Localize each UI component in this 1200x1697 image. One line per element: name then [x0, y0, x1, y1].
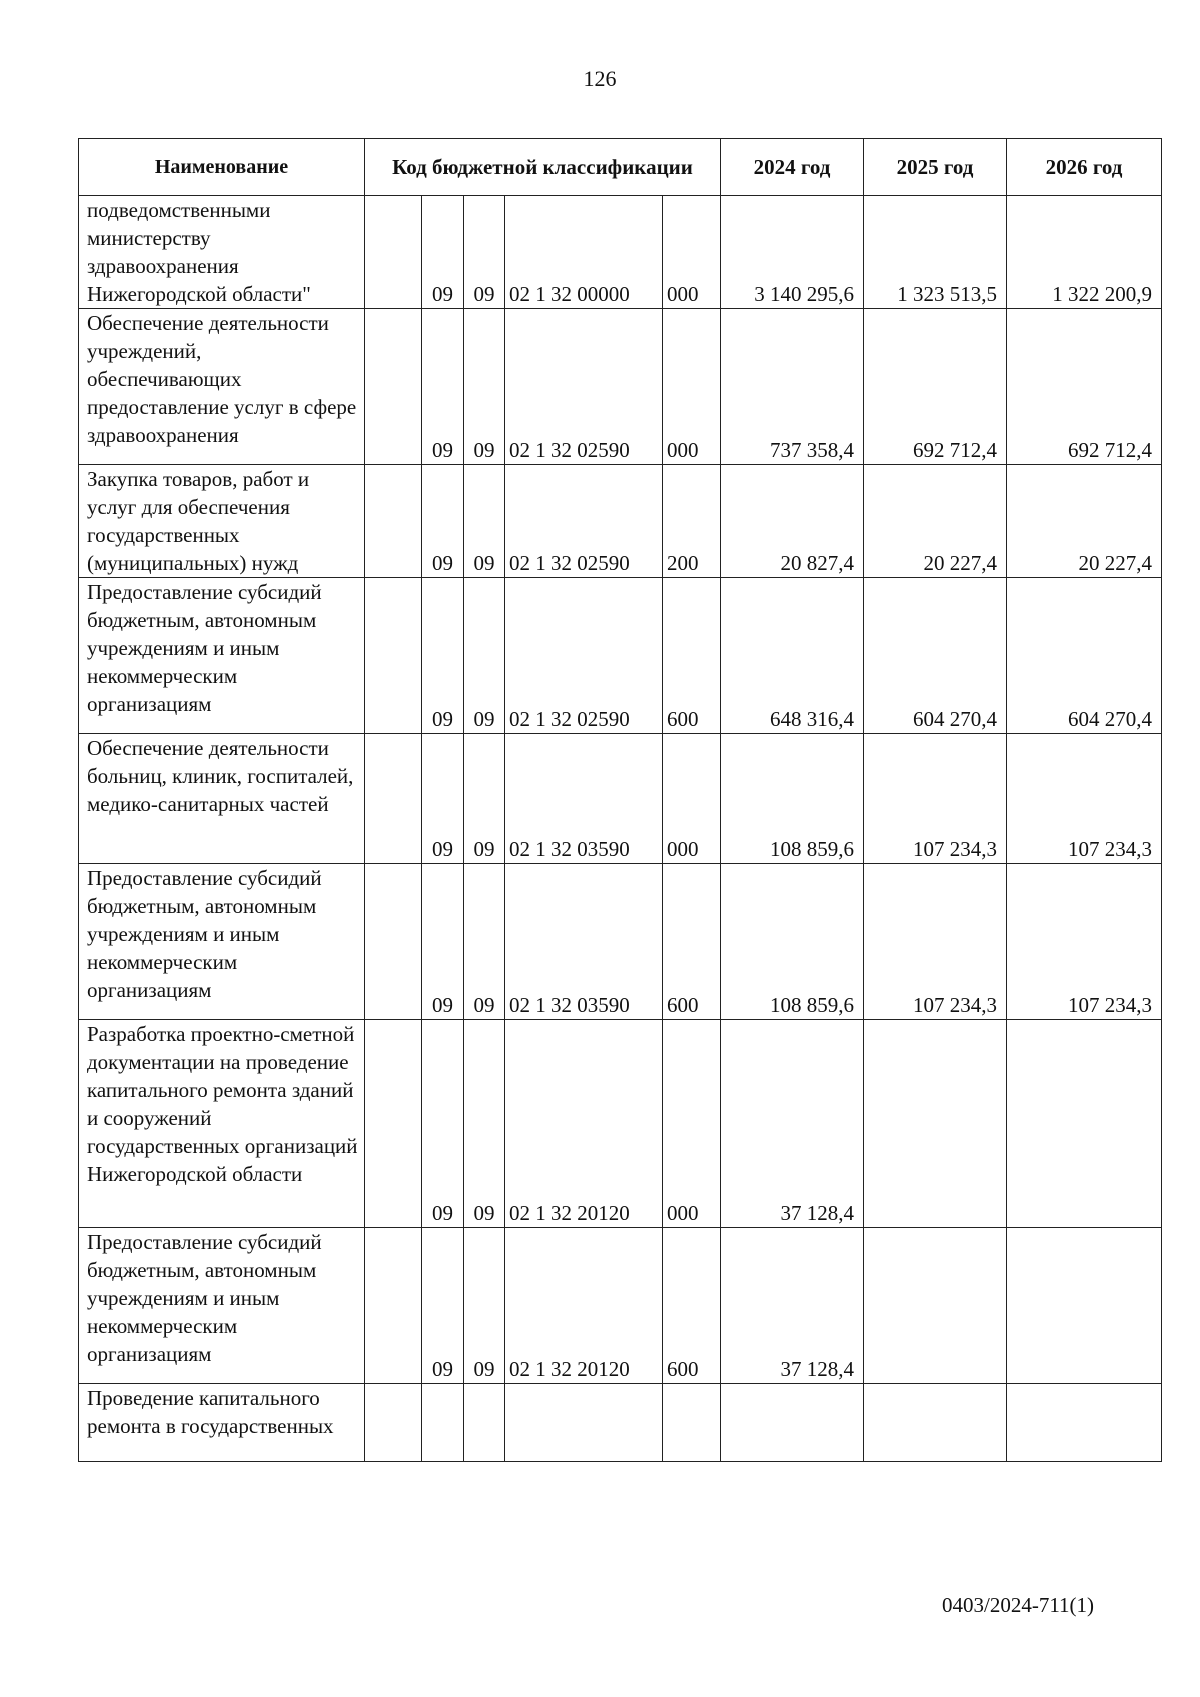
row-name: Предоставление субсидий бюджетным, автономным учреждениям и иным некоммерческим организациям: [79, 864, 365, 1020]
row-section: 09: [422, 1020, 464, 1228]
row-value-2025: [864, 1228, 1007, 1384]
row-value-2025: 1 323 513,5: [864, 196, 1007, 309]
row-value-2026: 107 234,3: [1007, 864, 1162, 1020]
row-name: Проведение капитального ремонта в государственных: [79, 1384, 365, 1462]
table-row: [79, 1228, 1162, 1384]
row-empty-code: [365, 1384, 422, 1462]
budget-table: [78, 138, 1162, 1462]
header-2026: 2026 год: [1007, 139, 1162, 196]
row-value-2026: 107 234,3: [1007, 734, 1162, 864]
header-2025: 2025 год: [864, 139, 1007, 196]
row-target-code: 02 1 32 20120: [505, 1228, 663, 1384]
row-value-2024: 737 358,4: [721, 309, 864, 465]
row-subsection: 09: [464, 196, 505, 309]
row-target-code: 02 1 32 00000: [505, 196, 663, 309]
row-target-code: [505, 1384, 663, 1462]
row-target-code: 02 1 32 03590: [505, 864, 663, 1020]
row-type-code: 000: [663, 196, 721, 309]
row-type-code: [663, 1384, 721, 1462]
row-value-2025: [864, 1020, 1007, 1228]
table-row: [79, 864, 1162, 1020]
row-target-code: 02 1 32 20120: [505, 1020, 663, 1228]
row-name: Обеспечение деятельности больниц, клиник, госпиталей, медико-санитарных частей: [79, 734, 365, 864]
row-name: Предоставление субсидий бюджетным, автономным учреждениям и иным некоммерческим организациям: [79, 1228, 365, 1384]
row-section: 09: [422, 734, 464, 864]
row-value-2026: 604 270,4: [1007, 578, 1162, 734]
row-value-2026: [1007, 1384, 1162, 1462]
row-value-2026: [1007, 1228, 1162, 1384]
row-type-code: 200: [663, 465, 721, 578]
table-row: [79, 1020, 1162, 1228]
row-section: 09: [422, 578, 464, 734]
row-subsection: 09: [464, 864, 505, 1020]
row-value-2024: 20 827,4: [721, 465, 864, 578]
row-type-code: 000: [663, 309, 721, 465]
row-name: Закупка товаров, работ и услуг для обеспечения государственных (муниципальных) нужд: [79, 465, 365, 578]
table-row: [79, 465, 1162, 578]
row-section: 09: [422, 864, 464, 1020]
row-empty-code: [365, 1228, 422, 1384]
row-subsection: 09: [464, 465, 505, 578]
row-target-code: 02 1 32 02590: [505, 465, 663, 578]
row-value-2024: 37 128,4: [721, 1228, 864, 1384]
row-name: подведомственными министерству здравоохранения Нижегородской области": [79, 196, 365, 309]
document-code: 0403/2024-711(1): [942, 1593, 1095, 1617]
row-empty-code: [365, 1020, 422, 1228]
row-target-code: 02 1 32 02590: [505, 309, 663, 465]
row-subsection: 09: [464, 578, 505, 734]
row-target-code: 02 1 32 03590: [505, 734, 663, 864]
row-subsection: 09: [464, 309, 505, 465]
row-type-code: 600: [663, 578, 721, 734]
row-subsection: 09: [464, 734, 505, 864]
row-name: Обеспечение деятельности учреждений, обеспечивающих предоставление услуг в сфере здравоохранения: [79, 309, 365, 465]
header-2024: 2024 год: [721, 139, 864, 196]
table-row: [79, 1384, 1162, 1462]
row-value-2024: 37 128,4: [721, 1020, 864, 1228]
row-name: Предоставление субсидий бюджетным, автономным учреждениям и иным некоммерческим организациям: [79, 578, 365, 734]
row-value-2025: 107 234,3: [864, 734, 1007, 864]
row-value-2024: 108 859,6: [721, 864, 864, 1020]
table-row: [79, 578, 1162, 734]
header-code: Код бюджетной классификации: [365, 139, 721, 196]
row-name: Разработка проектно-сметной документации на проведение капитального ремонта зданий и сооружений государственных организаций Нижегородской области: [79, 1020, 365, 1228]
row-value-2026: [1007, 1020, 1162, 1228]
table-row: [79, 734, 1162, 864]
row-subsection: 09: [464, 1020, 505, 1228]
row-value-2025: [864, 1384, 1007, 1462]
row-type-code: 600: [663, 864, 721, 1020]
row-value-2024: 3 140 295,6: [721, 196, 864, 309]
row-value-2025: 107 234,3: [864, 864, 1007, 1020]
page-number: 126: [583, 66, 617, 91]
row-section: 09: [422, 465, 464, 578]
row-empty-code: [365, 309, 422, 465]
row-value-2025: 604 270,4: [864, 578, 1007, 734]
row-target-code: 02 1 32 02590: [505, 578, 663, 734]
row-value-2026: 1 322 200,9: [1007, 196, 1162, 309]
row-type-code: 000: [663, 1020, 721, 1228]
row-empty-code: [365, 864, 422, 1020]
row-empty-code: [365, 578, 422, 734]
row-section: 09: [422, 196, 464, 309]
row-type-code: 600: [663, 1228, 721, 1384]
table-row: [79, 309, 1162, 465]
row-section: [422, 1384, 464, 1462]
row-empty-code: [365, 465, 422, 578]
table-row: [79, 196, 1162, 309]
row-value-2025: 692 712,4: [864, 309, 1007, 465]
row-subsection: [464, 1384, 505, 1462]
row-value-2025: 20 227,4: [864, 465, 1007, 578]
row-value-2026: 692 712,4: [1007, 309, 1162, 465]
row-section: 09: [422, 1228, 464, 1384]
row-type-code: 000: [663, 734, 721, 864]
row-value-2024: [721, 1384, 864, 1462]
row-value-2024: 648 316,4: [721, 578, 864, 734]
table-header-row: [79, 139, 1162, 196]
row-empty-code: [365, 734, 422, 864]
row-subsection: 09: [464, 1228, 505, 1384]
row-value-2026: 20 227,4: [1007, 465, 1162, 578]
row-section: 09: [422, 309, 464, 465]
row-value-2024: 108 859,6: [721, 734, 864, 864]
header-name: Наименование: [79, 139, 365, 196]
row-empty-code: [365, 196, 422, 309]
